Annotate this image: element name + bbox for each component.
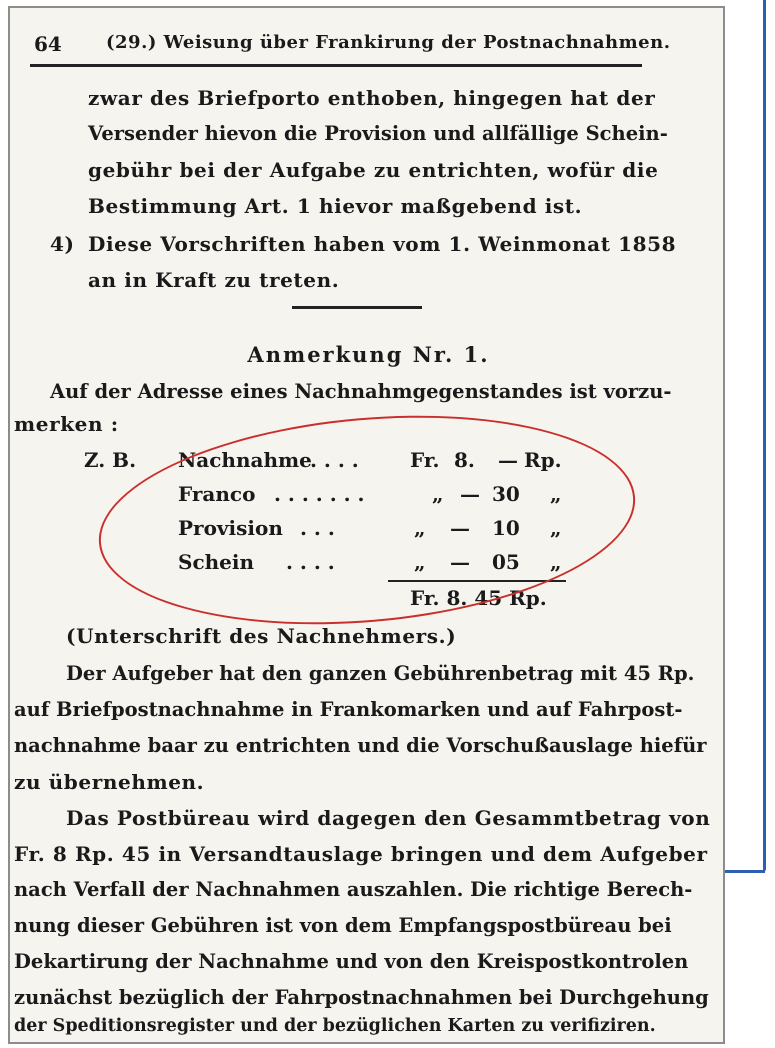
- note-intro-line2: merken :: [14, 412, 119, 436]
- para1-line4: Bestimmung Art. 1 hievor maßgebend ist.: [88, 194, 583, 218]
- item4-number: 4): [50, 232, 75, 256]
- running-title: (29.) Weisung über Frankirung der Postnachnahmen.: [106, 32, 671, 53]
- row-nachnahme-dots: . . . .: [310, 448, 359, 472]
- total-amount: Fr. 8. 45 Rp.: [410, 586, 547, 610]
- row-nachnahme-rp: Rp.: [524, 448, 562, 472]
- row-franco-dots: . . . . . . .: [274, 482, 365, 506]
- para2-line4: zu übernehmen.: [14, 770, 205, 794]
- note-heading: Anmerkung Nr. 1.: [247, 342, 490, 367]
- para3-line6: zunächst bezüglich der Fahrpostnachnahmen bei Durchgehung: [14, 986, 709, 1009]
- para1-line1: zwar des Briefporto enthoben, hingegen hat der: [88, 86, 656, 110]
- item4-line1: Diese Vorschriften haben vom 1. Weinmonat 1858: [88, 232, 677, 256]
- row-schein-label: Schein: [178, 550, 255, 574]
- row-provision-ditto: „: [550, 516, 562, 540]
- signature-note: (Unterschrift des Nachnehmers.): [66, 624, 457, 648]
- note-intro-line1: Auf der Adresse eines Nachnahmgegenstandes ist vorzu-: [50, 380, 672, 403]
- row-provision-dots: . . .: [300, 516, 335, 540]
- para1-line2-text: Versender hievon die Provision und allfällige Schein-: [88, 122, 668, 145]
- header-rule: [30, 64, 642, 67]
- para1-line2: [88, 116, 668, 152]
- page-header: [30, 26, 710, 66]
- row-nachnahme-fr: 8.: [454, 448, 475, 472]
- row-franco-ditto: „: [550, 482, 562, 506]
- blue-annotation-line: [763, 0, 766, 872]
- para2-line3: nachnahme baar zu entrichten und die Vorschußauslage hiefür: [14, 734, 707, 757]
- row-schein-fr: —: [450, 550, 470, 574]
- row-provision-rp: 10: [492, 516, 520, 540]
- para3-line2: Fr. 8 Rp. 45 in Versandtauslage bringen und dem Aufgeber: [14, 842, 708, 866]
- row-schein-rp: 05: [492, 550, 520, 574]
- para3-line3: nach Verfall der Nachnahmen auszahlen. Die richtige Berech-: [14, 878, 693, 901]
- row-franco-fr: —: [460, 482, 480, 506]
- para3-line4: nung dieser Gebühren ist von dem Empfangspostbüreau bei: [14, 914, 672, 937]
- para2-line2: auf Briefpostnachnahme in Frankomarken und auf Fahrpost-: [14, 698, 683, 721]
- section-divider: [292, 306, 422, 309]
- book-page: [8, 6, 725, 1044]
- para2-line1: Der Aufgeber hat den ganzen Gebührenbetrag mit 45 Rp.: [66, 662, 695, 685]
- para3-line7: der Speditionsregister und der bezüglichen Karten zu verifiziren.: [14, 1016, 656, 1036]
- para3-line1: Das Postbüreau wird dagegen den Gesammtbetrag von: [66, 806, 711, 830]
- row-franco-rp: 30: [492, 482, 520, 506]
- example-prefix: Z. B.: [84, 448, 137, 472]
- item4-line2: an in Kraft zu treten.: [88, 268, 340, 292]
- row-schein-dots: . . . .: [286, 550, 335, 574]
- red-circle-annotation: [90, 395, 644, 645]
- row-nachnahme-label: Nachnahme: [178, 448, 312, 472]
- row-franco-currency: „: [432, 482, 444, 506]
- row-nachnahme-dash: —: [498, 448, 518, 472]
- page-number: 64: [34, 32, 62, 56]
- row-franco-label: Franco: [178, 482, 256, 506]
- row-schein-ditto: „: [550, 550, 562, 574]
- row-nachnahme-currency: Fr.: [410, 448, 440, 472]
- para1-line3: gebühr bei der Aufgabe zu entrichten, wofür die: [88, 158, 659, 182]
- row-schein-currency: „: [414, 550, 426, 574]
- para3-line5: Dekartirung der Nachnahme und von den Kreispostkontrolen: [14, 950, 689, 973]
- row-provision-fr: —: [450, 516, 470, 540]
- row-provision-label: Provision: [178, 516, 283, 540]
- row-provision-currency: „: [414, 516, 426, 540]
